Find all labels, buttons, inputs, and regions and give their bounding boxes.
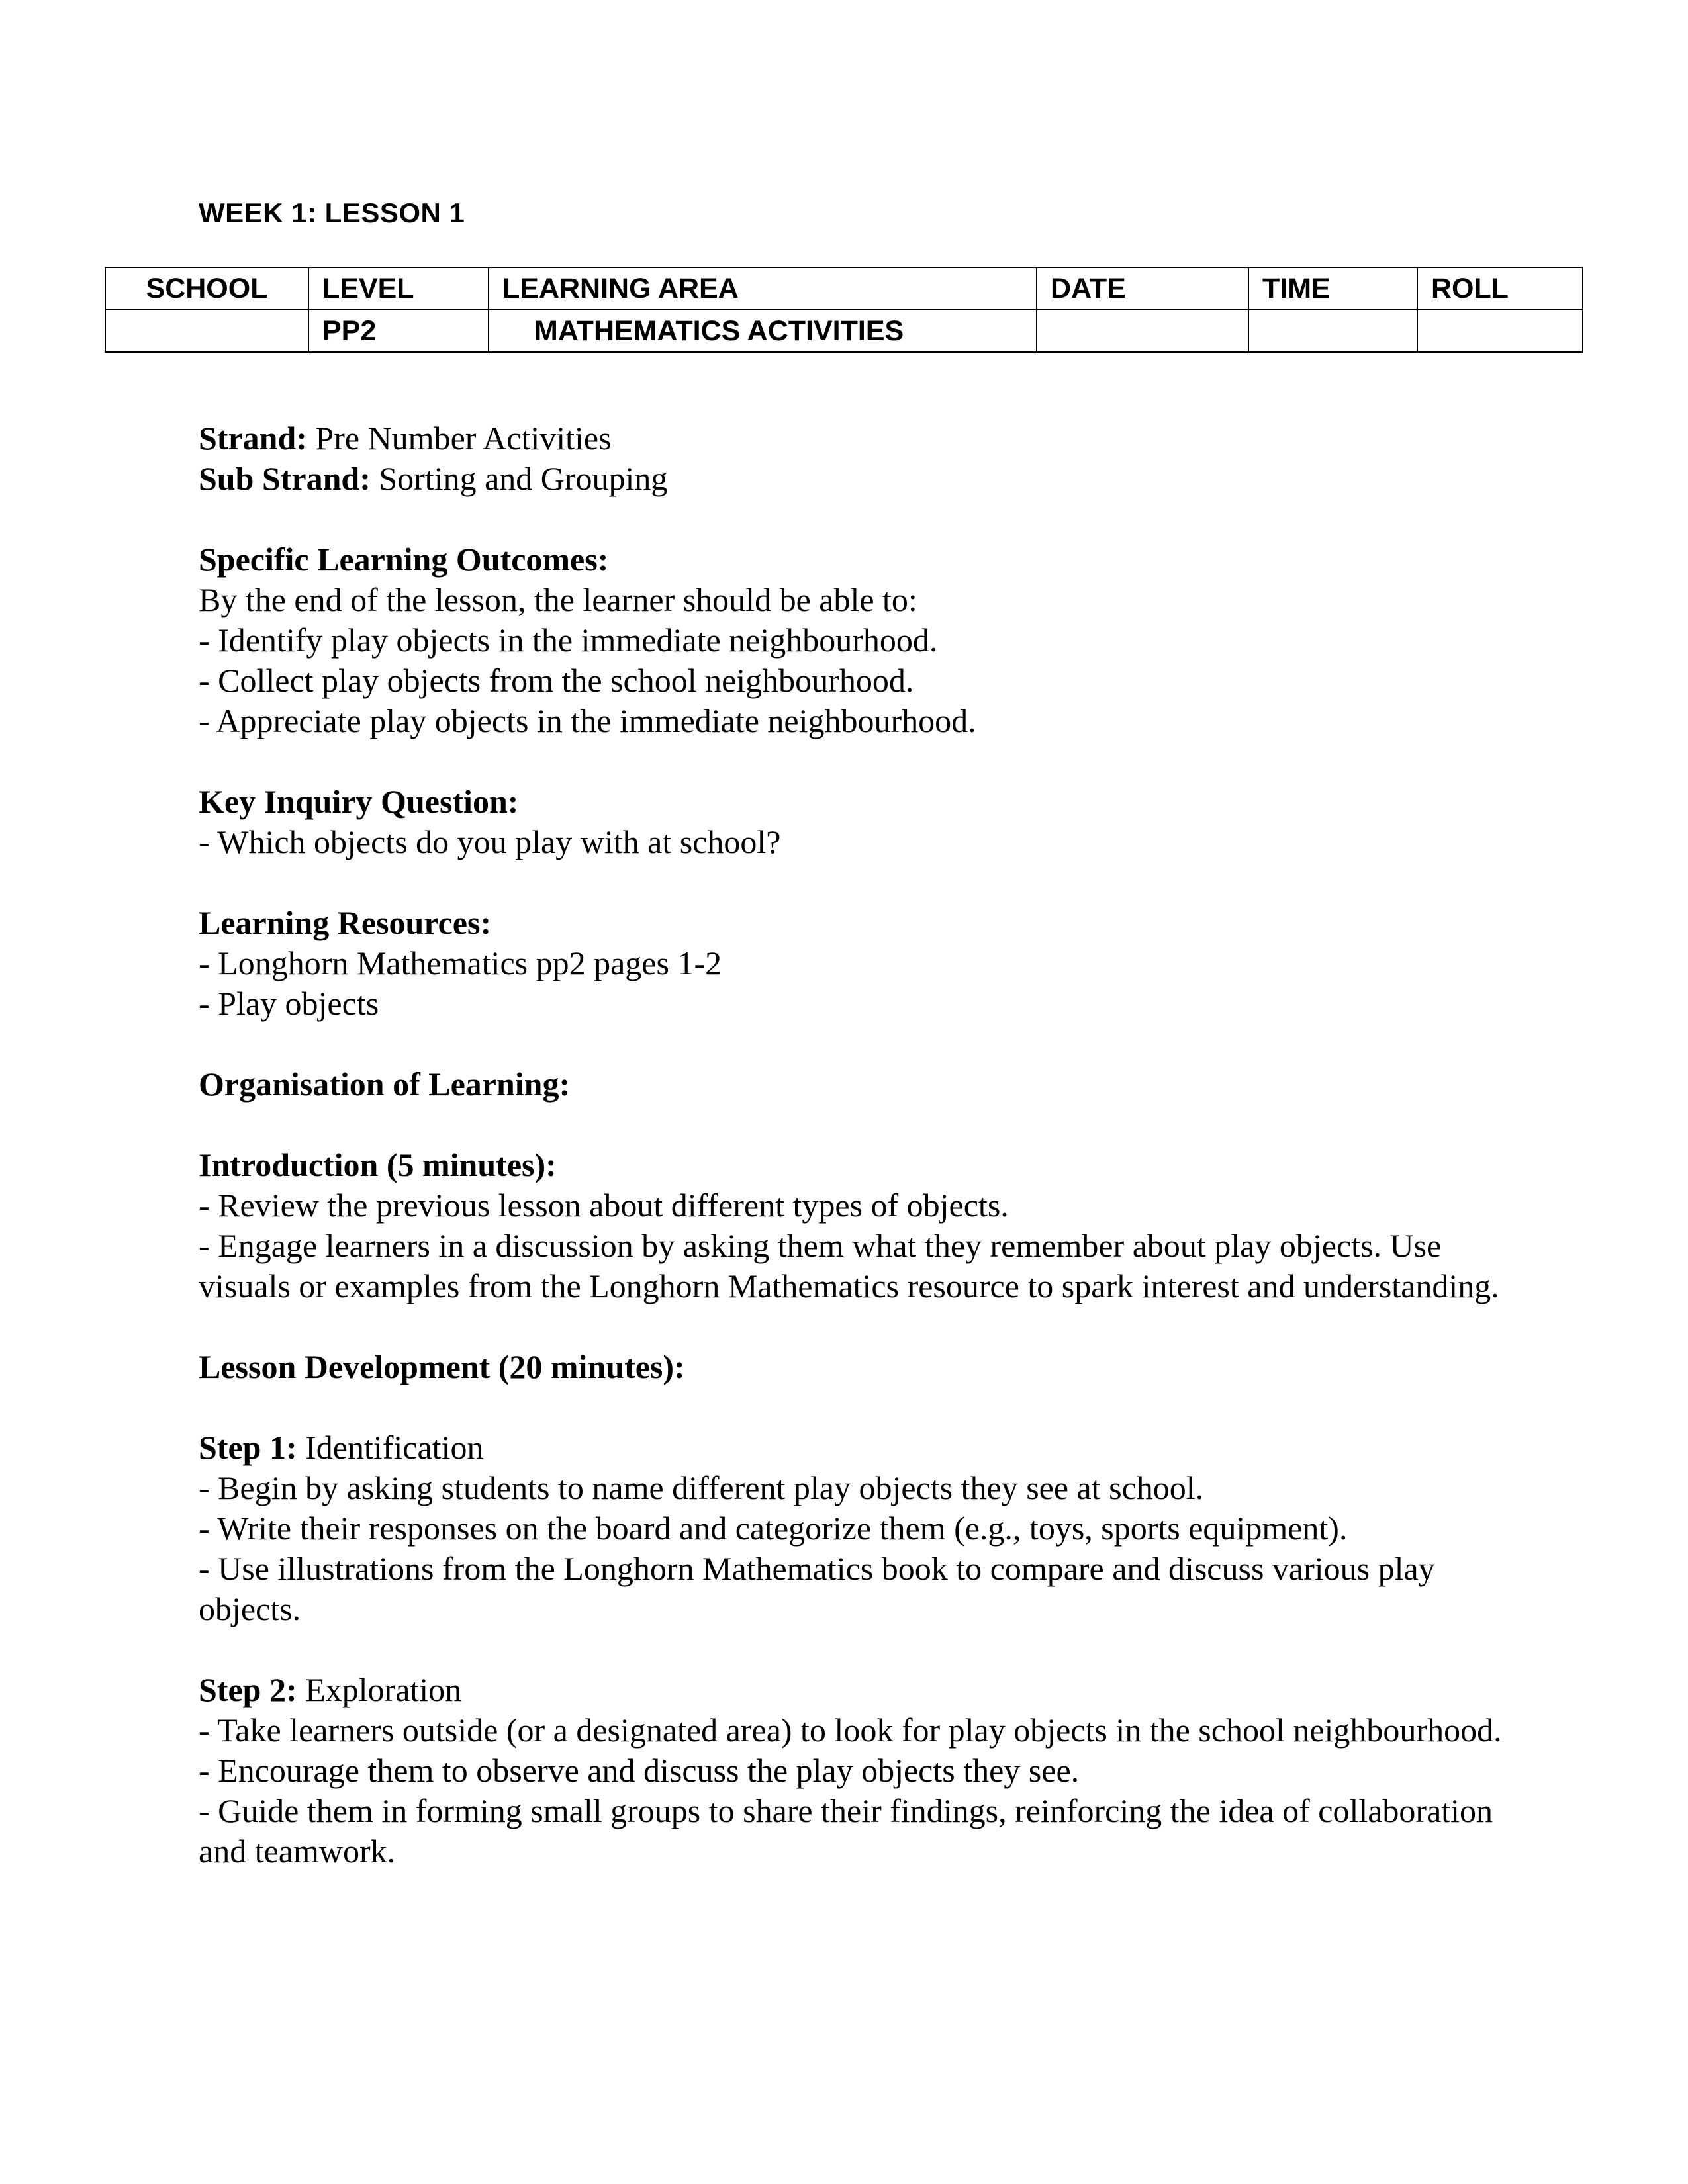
table-header-row	[105, 267, 1583, 310]
step2-line	[199, 1670, 1509, 1710]
strand-label: Strand:	[199, 420, 307, 457]
header-school: SCHOOL	[105, 267, 308, 310]
list-item: - Use illustrations from the Longhorn Mathematics book to compare and discuss various play objects.	[199, 1550, 1435, 1627]
outcomes-intro: By the end of the lesson, the learner should be able to:	[199, 581, 917, 618]
value-learning-area: MATHEMATICS ACTIVITIES	[489, 310, 1037, 352]
lesson-header-table	[105, 267, 1583, 353]
step2-title: Exploration	[297, 1671, 462, 1708]
resources-heading	[199, 903, 1509, 943]
list-item: - Guide them in forming small groups to share their findings, reinforcing the idea of collaboration and teamwork.	[199, 1792, 1493, 1870]
resources-heading-text: Learning Resources:	[199, 904, 492, 941]
list-item: - Appreciate play objects in the immediate neighbourhood.	[199, 702, 976, 739]
introduction-heading	[199, 1145, 1509, 1185]
list-item: - Review the previous lesson about different types of objects.	[199, 1187, 1009, 1224]
step1-title: Identification	[297, 1429, 484, 1466]
list-item: - Longhorn Mathematics pp2 pages 1-2	[199, 944, 722, 981]
value-date	[1037, 310, 1248, 352]
development-heading	[199, 1347, 1509, 1387]
list-item: - Begin by asking students to name different play objects they see at school.	[199, 1469, 1204, 1506]
list-item: - Write their responses on the board and categorize them (e.g., toys, sports equipment).	[199, 1510, 1348, 1547]
step1-label: Step 1:	[199, 1429, 297, 1466]
development-heading-text: Lesson Development (20 minutes):	[199, 1348, 685, 1385]
step2-label: Step 2:	[199, 1671, 297, 1708]
organisation-heading-text: Organisation of Learning:	[199, 1066, 571, 1103]
list-item: - Identify play objects in the immediate neighbourhood.	[199, 621, 938, 659]
organisation-heading	[199, 1064, 1509, 1105]
header-date: DATE	[1037, 267, 1248, 310]
sub-strand-value: Sorting and Grouping	[370, 460, 668, 497]
header-level: LEVEL	[308, 267, 489, 310]
header-time: TIME	[1248, 267, 1417, 310]
step1-line	[199, 1428, 1509, 1468]
inquiry-heading-text: Key Inquiry Question:	[199, 783, 519, 820]
strand-value: Pre Number Activities	[306, 420, 612, 457]
introduction-heading-text: Introduction (5 minutes):	[199, 1146, 557, 1183]
list-item: - Engage learners in a discussion by asking them what they remember about play objects. Use visuals or examples from the Longhorn Mathematics resource to spark interest and understanding.	[199, 1227, 1499, 1304]
value-school	[105, 310, 308, 352]
value-roll	[1417, 310, 1583, 352]
header-roll: ROLL	[1417, 267, 1583, 310]
lesson-body	[199, 418, 1509, 1872]
list-item: - Take learners outside (or a designated area) to look for play objects in the school neighbourhood.	[199, 1711, 1502, 1749]
header-learning-area: LEARNING AREA	[489, 267, 1037, 310]
list-item: - Encourage them to observe and discuss the play objects they see.	[199, 1752, 1080, 1789]
outcomes-heading	[199, 539, 1509, 580]
strand-line	[199, 418, 1509, 459]
inquiry-heading	[199, 782, 1509, 822]
table-value-row	[105, 310, 1583, 352]
sub-strand-line	[199, 459, 1509, 499]
list-item: - Play objects	[199, 985, 379, 1022]
list-item: - Which objects do you play with at school?	[199, 823, 781, 860]
sub-strand-label: Sub Strand:	[199, 460, 371, 497]
week-lesson-title: WEEK 1: LESSON 1	[199, 197, 465, 228]
list-item: - Collect play objects from the school neighbourhood.	[199, 662, 914, 699]
value-time	[1248, 310, 1417, 352]
value-level: PP2	[308, 310, 489, 352]
outcomes-heading-text: Specific Learning Outcomes:	[199, 541, 609, 578]
